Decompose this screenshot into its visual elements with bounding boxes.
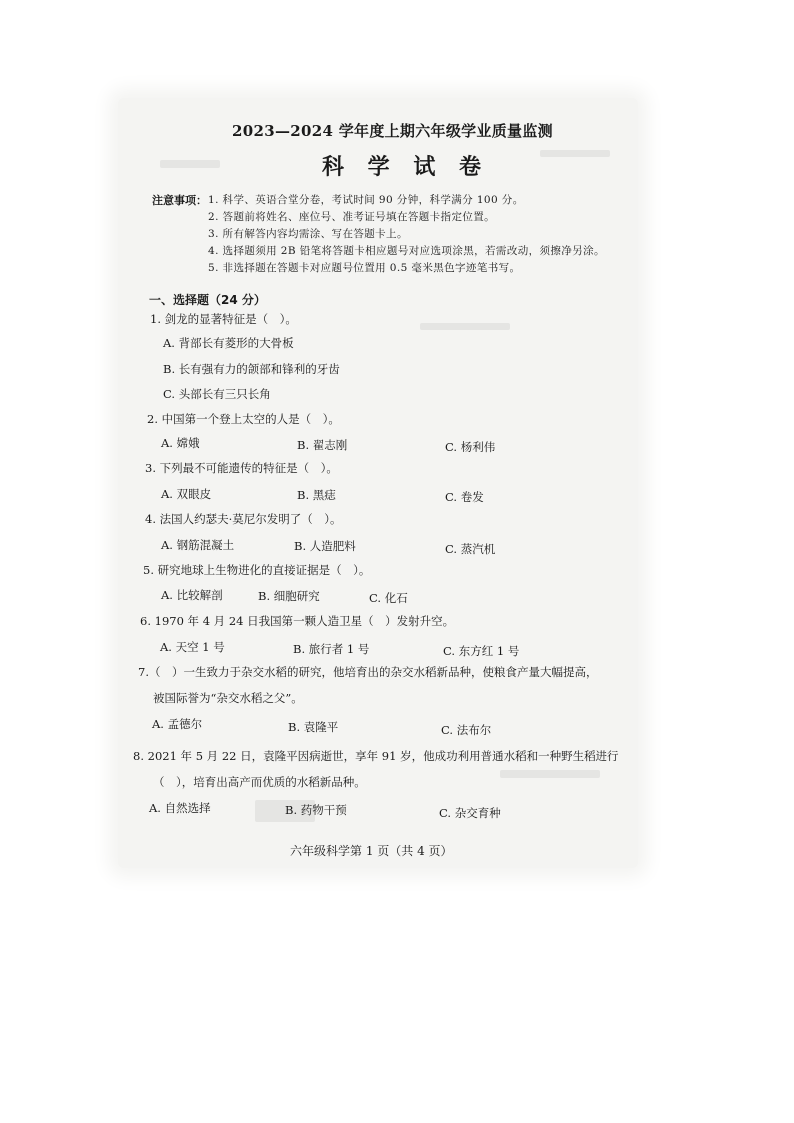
question-stem-continued: 被国际誉为“杂交水稻之父”。 [153,691,303,705]
question-stem-continued: （ ），培育出高产而优质的水稻新品种。 [153,775,366,789]
question-stem: 7.（ ）一生致力于杂交水稻的研究，他培育出的杂交水稻新品种，使粮食产量大幅提高， [138,665,598,679]
question-stem: 2. 中国第一个登上太空的人是（ ）。 [147,412,340,426]
option-c: C. 法布尔 [441,723,492,737]
question-stem: 4. 法国人约瑟夫·莫尼尔发明了（ ）。 [145,512,342,526]
option-c: C. 东方红 1 号 [443,644,520,658]
option-b: B. 袁隆平 [288,720,339,734]
notice-item: 4. 选择题须用 2B 铅笔将答题卡相应题号对应选项涂黑，若需改动，须擦净另涂。 [208,245,605,257]
bleed-through-mark [160,160,220,168]
option-b: B. 药物干预 [285,803,347,817]
notice-item: 2. 答题前将姓名、座位号、准考证号填在答题卡指定位置。 [208,211,496,223]
option-c: C. 杂交育种 [439,806,501,820]
option-a: A. 钢筋混凝土 [161,538,235,552]
question-stem: 8. 2021 年 5 月 22 日，袁隆平因病逝世，享年 91 岁，他成功利用普通水稻和一种野生稻进行 [133,749,619,763]
notice-label: 注意事项： [152,194,207,207]
option-a: A. 比较解剖 [161,588,223,602]
question-stem: 3. 下列最不可能遗传的特征是（ ）。 [145,461,338,475]
notice-item: 3. 所有解答内容均需涂、写在答题卡上。 [208,228,408,240]
option-a: A. 嫦娥 [161,436,200,450]
question-stem: 1. 剑龙的显著特征是（ ）。 [150,312,297,326]
notice-item: 1. 科学、英语合堂分卷，考试时间 90 分钟，科学满分 100 分。 [208,194,524,206]
option-a: A. 孟德尔 [152,717,203,731]
option-b: B. 人造肥料 [294,539,356,553]
option-a: A. 天空 1 号 [160,640,225,654]
option-b: B. 细胞研究 [258,589,320,603]
exam-subtitle: 科 学 试 卷 [322,155,489,180]
option-b: B. 翟志刚 [297,438,348,452]
option-a: A. 背部长有菱形的大骨板 [163,336,294,350]
option-c: C. 蒸汽机 [445,542,496,556]
exam-title: 2023—2024 学年度上期六年级学业质量监测 [232,122,553,140]
option-c: C. 化石 [369,591,408,605]
section-title: 一、选择题（24 分） [149,293,266,307]
bleed-through-mark [420,323,510,330]
option-b: B. 旅行者 1 号 [293,642,370,656]
question-stem: 6. 1970 年 4 月 24 日我国第一颗人造卫星（ ）发射升空。 [140,614,455,628]
option-b: B. 黑痣 [297,488,336,502]
bleed-through-mark [540,150,610,157]
option-c: C. 杨利伟 [445,440,496,454]
option-c: C. 卷发 [445,490,484,504]
page-footer: 六年级科学第 1 页（共 4 页） [290,844,453,858]
option-c: C. 头部长有三只长角 [163,387,271,401]
bleed-through-mark [500,770,600,778]
notice-item: 5. 非选择题在答题卡对应题号位置用 0.5 毫米黑色字迹笔书写。 [208,262,521,274]
question-stem: 5. 研究地球上生物进化的直接证据是（ ）。 [143,563,371,577]
option-b: B. 长有强有力的颌部和锋利的牙齿 [163,362,340,376]
option-a: A. 自然选择 [149,801,211,815]
option-a: A. 双眼皮 [161,487,212,501]
